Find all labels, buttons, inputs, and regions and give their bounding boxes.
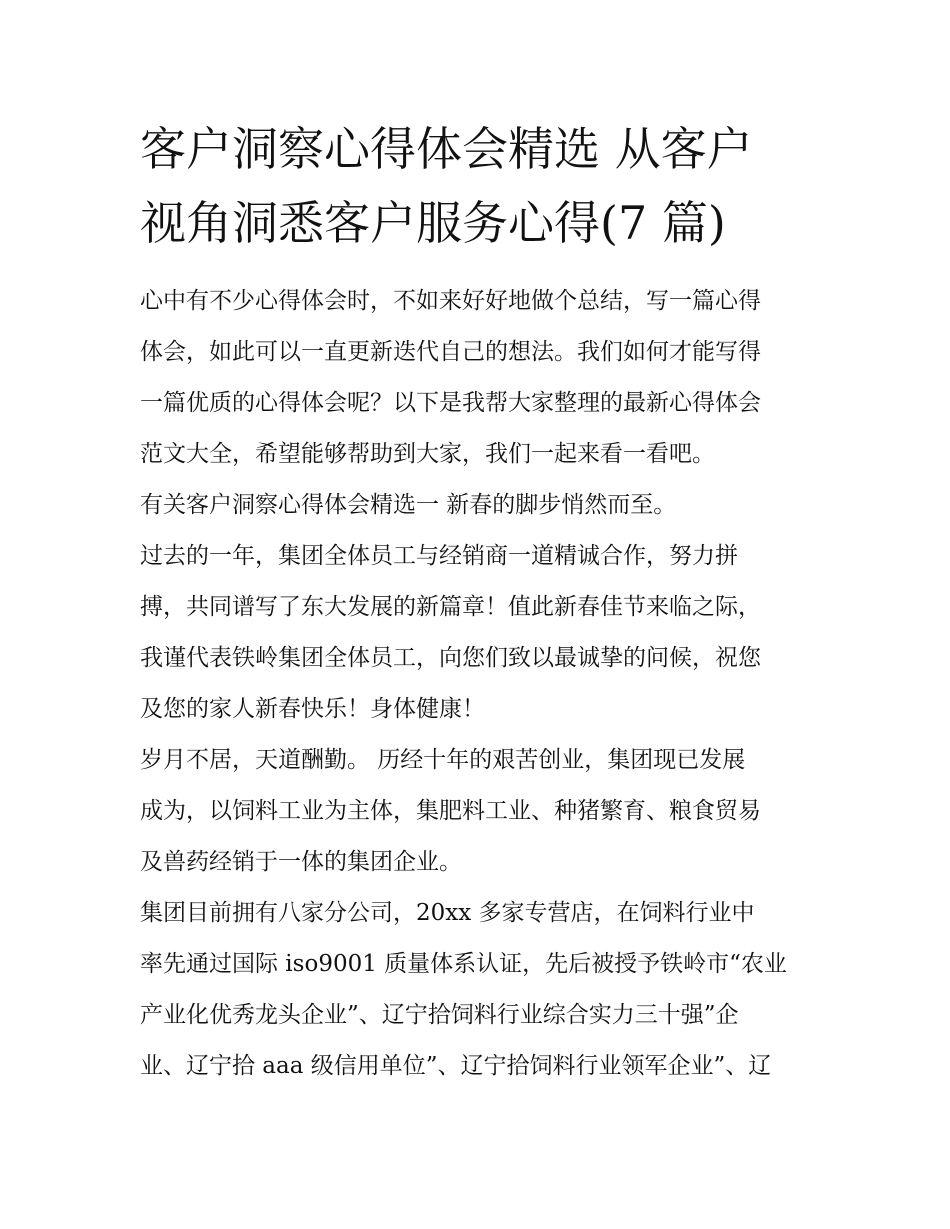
body-line-10: 岁月不居，天道酬勤。 历经十年的艰苦创业，集团现已发展: [140, 747, 746, 773]
body-line-3: 一篇优质的心得体会呢？以下是我帮大家整理的最新心得体会: [140, 390, 761, 416]
body-line-4: 范文大全，希望能够帮助到大家，我们一起来看一看吧。: [140, 441, 715, 467]
body-line-2: 体会，如此可以一直更新迭代自己的想法。我们如何才能写得: [140, 339, 761, 365]
body-line-12: 及兽药经销于一体的集团企业。: [140, 849, 462, 875]
document-body: [140, 276, 815, 1092]
body-line-9: 及您的家人新春快乐！身体健康！: [140, 696, 485, 722]
title-line-1: 客户洞察心得体会精选 从客户: [140, 122, 753, 176]
document-title: [140, 112, 820, 260]
body-line-6: 过去的一年，集团全体员工与经销商一道精诚合作，努力拼: [140, 543, 738, 569]
body-line-13: 集团目前拥有八家分公司，20xx 多家专营店，在饲料行业中: [140, 900, 755, 926]
body-line-14: 率先通过国际 iso9001 质量体系认证，先后被授予铁岭市“农业: [140, 951, 787, 977]
body-line-11: 成为，以饲料工业为主体，集肥料工业、种猪繁育、粮食贸易: [140, 798, 761, 824]
body-line-15: 产业化优秀龙头企业”、辽宁拾饲料行业综合实力三十强”企: [140, 1002, 739, 1028]
body-line-7: 搏，共同谱写了东大发展的新篇章！值此新春佳节来临之际，: [140, 594, 761, 620]
body-line-8: 我谨代表铁岭集团全体员工，向您们致以最诚挚的问候，祝您: [140, 645, 761, 671]
body-line-16: 业、辽宁拾 aaa 级信用单位”、辽宁拾饲料行业领军企业”、辽: [140, 1053, 772, 1079]
title-line-2: 视角洞悉客户服务心得(7 篇): [140, 196, 726, 250]
body-line-5: 有关客户洞察心得体会精选一 新春的脚步悄然而至。: [140, 492, 677, 518]
body-line-1: 心中有不少心得体会时，不如来好好地做个总结，写一篇心得: [140, 288, 761, 314]
